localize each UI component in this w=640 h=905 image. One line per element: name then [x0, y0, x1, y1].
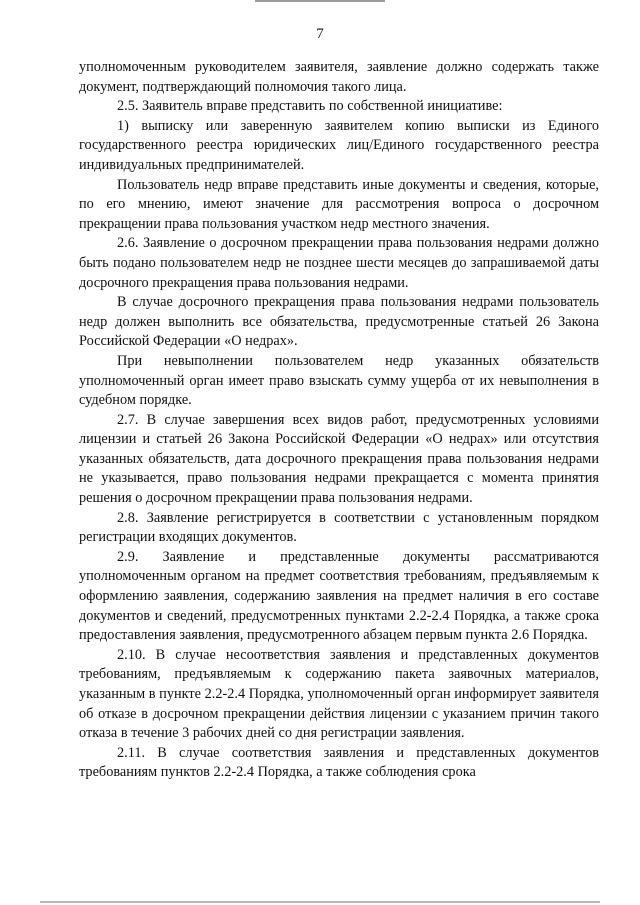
paragraph-2-5: 2.5. Заявитель вправе представить по собственной инициативе: [117, 98, 503, 115]
paragraph-damages: При невыполнении пользователем недр указанных обязательств уполномоченный орган имеет право взыскать сумму ущерба от их невыполнения в судебном порядке. [79, 352, 599, 409]
paragraph-obligations: В случае досрочного прекращения права пользования недрами пользователь недр должен выполнить все обязательства, предусмотренные статьей 26 Закона Российской Федерации «О недрах». [79, 294, 599, 350]
document-body [79, 58, 599, 783]
paragraph-2-6: 2.6. Заявление о досрочном прекращении права пользования недрами должно быть подано пользователем недр не позднее шести месяцев до запрашиваемой даты досрочного прекращения права пользования недрами. [79, 235, 599, 291]
scan-artifact-bottom [40, 901, 600, 903]
scan-artifact-top [255, 0, 385, 2]
paragraph-2-5-item-1: 1) выписку или заверенную заявителем копию выписки из Единого государственного реестра юридических лиц/Единого государственного реестра индивидуальных предпринимателей. [79, 117, 599, 173]
paragraph-continuation: уполномоченным руководителем заявителя, заявление должно содержать также документ, подтверждающий полномочия такого лица. [79, 59, 599, 95]
paragraph-other-documents: Пользователь недр вправе представить иные документы и сведения, которые, по его мнению, имеют значение для рассмотрения вопроса о досрочном прекращении права пользования участком недр местного значения. [79, 176, 599, 232]
paragraph-2-10: 2.10. В случае несоответствия заявления и представленных документов требованиям, предъявляемым к содержанию пакета заявочных материалов, указанным в пункте 2.2-2.4 Порядка, уполномоченный орган информирует заявителя об отказе в досрочном прекращении действия лицензии с указанием причин такого отказа в течение 3 рабочих дней со дня регистрации заявления. [79, 646, 599, 742]
paragraph-2-9: 2.9. Заявление и представленные документы рассматриваются уполномоченным органом на предмет соответствия требованиям, предъявляемым к оформлению заявления, содержанию заявления на предмет наличия в его составе документов и сведений, предусмотренных пунктами 2.2-2.4 Порядка, а также срока предоставления заявления, предусмотренного абзацем первым пункта 2.6 Порядка. [79, 548, 599, 644]
paragraph-2-11: 2.11. В случае соответствия заявления и представленных документов требованиям пунктов 2.2-2.4 Порядка, а также соблюдения срока [79, 744, 599, 781]
paragraph-2-8: 2.8. Заявление регистрируется в соответствии с установленным порядком регистрации входящих документов. [79, 509, 599, 546]
page-number: 7 [316, 26, 324, 42]
paragraph-2-7: 2.7. В случае завершения всех видов работ, предусмотренных условиями лицензии и статьей 26 Закона Российской Федерации «О недрах» или отсутствия указанных обязательств, дата досрочного прекращения права пользования недрами не указывается, право пользования недрами прекращается с момента принятия решения о досрочном прекращении права пользования недрами. [79, 411, 599, 507]
